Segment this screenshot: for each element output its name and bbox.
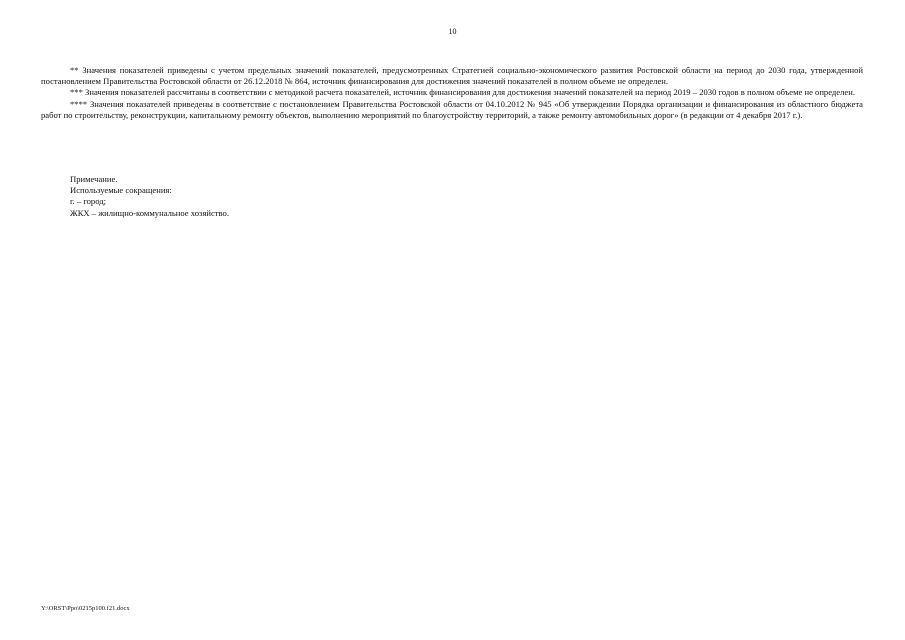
footnote-double-asterisk: ** Значения показателей приведены с учетом предельных значений показателей, предусмотренных Стратегией социально-экономического развития Ростовской области на период до 2030 года, утвержденной постановлением Правительства Ростовской области от 26.12.2018 № 864, источник финансирования для достижения значений показателей в полном объеме не определен.	[41, 65, 863, 87]
page-number: 10	[448, 27, 457, 36]
notes-heading: Примечание.	[70, 174, 118, 184]
footnotes-section	[41, 65, 863, 121]
footer-file-path: Y:\ORST\Ppo\0215p100.f21.docx	[41, 605, 130, 612]
notes-section	[70, 174, 860, 219]
abbreviations-heading: Используемые сокращения:	[70, 185, 172, 196]
abbreviation-item: г. – город;	[70, 196, 107, 207]
footnote-quadruple-asterisk: **** Значения показателей приведены в соответствие с постановлением Правительства Ростовской области от 04.10.2012 № 945 «Об утверждении Порядка организации и финансирования из областного бюджета работ по строительству, реконструкции, капитальному ремонту объектов, выполнению мероприятий по благоустройству территорий, а также ремонту автомобильных дорог» (в редакции от 4 декабря 2017 г.).	[41, 98, 863, 120]
footnote-triple-asterisk: *** Значения показателей рассчитаны в соответствии с методикой расчета показателей, источник финансирования для достижения значений показателей на период 2019 – 2030 годов в полном объеме не определен.	[70, 87, 855, 98]
abbreviation-item: ЖКХ – жилищно-коммунальное хозяйство.	[70, 207, 229, 218]
